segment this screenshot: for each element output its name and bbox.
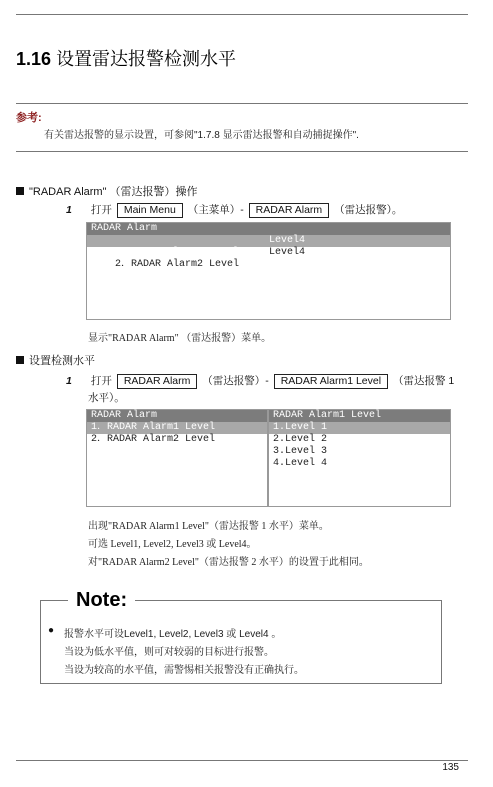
main-menu-key[interactable]: Main Menu xyxy=(117,203,183,218)
radar-alarm-menu xyxy=(86,222,451,320)
reference-heading: 参考: xyxy=(16,112,42,124)
note-line-1: 报警水平可设Level1, Level2, Level3 或 Level4 。 xyxy=(64,629,282,640)
section2-step-cont: 水平）。 xyxy=(88,392,125,404)
step-suffix: （雷达报警）。 xyxy=(334,204,403,216)
menu-item-alarm2[interactable]: 2．RADAR Alarm2 Level xyxy=(91,434,216,445)
menu-header: RADAR Alarm xyxy=(87,410,267,422)
square-bullet-icon xyxy=(16,356,24,364)
section1-step xyxy=(66,202,402,218)
section-number: 1.16 xyxy=(16,49,52,69)
step-prefix: 打开 xyxy=(90,375,112,387)
reference-text: 有关雷达报警的显示设置，可参阅"1.7.8 显示雷达报警和自动捕捉操作". xyxy=(44,130,359,141)
radar-alarm1-level-key[interactable]: RADAR Alarm1 Level xyxy=(274,374,388,389)
step-number: 1 xyxy=(66,375,72,387)
level-option-1[interactable]: 1.Level 1 xyxy=(269,422,450,434)
note-title: Note: xyxy=(68,589,135,612)
level-option-3[interactable]: 3.Level 3 xyxy=(273,446,328,457)
menu-header: RADAR Alarm1 Level xyxy=(269,410,450,422)
level-option-2[interactable]: 2.Level 2 xyxy=(273,434,328,445)
section2-heading xyxy=(16,352,95,368)
note-line-3: 当设为较高的水平值，需警惕相关报警没有正确执行。 xyxy=(64,665,304,676)
top-rule xyxy=(16,14,468,15)
section1-heading-text: "RADAR Alarm" （雷达报警）操作 xyxy=(29,186,198,198)
page-number: 135 xyxy=(442,762,459,773)
section2-line-3: 对"RADAR Alarm2 Level"（雷达报警 2 水平）的设置于此相同。 xyxy=(88,557,369,568)
radar-alarm-key[interactable]: RADAR Alarm xyxy=(117,374,198,389)
section2-line-2: 可选 Level1, Level2, Level3 或 Level4。 xyxy=(88,539,257,550)
step-number: 1 xyxy=(66,204,72,216)
step-prefix: 打开 xyxy=(90,204,112,216)
note-bullet-icon: ● xyxy=(48,625,55,636)
note-line-2: 当设为低水平值，则可对较弱的目标进行报警。 xyxy=(64,647,274,658)
menu-item-value: Level4 xyxy=(269,247,306,258)
section2-line-1: 出现"RADAR Alarm1 Level"（雷达报警 1 水平）菜单。 xyxy=(88,521,329,532)
reference-top-rule xyxy=(16,103,468,104)
section1-heading xyxy=(16,183,198,199)
step-mid: （主菜单）- xyxy=(187,204,244,216)
menu-item-label: 1．RADAR Alarm1 Level xyxy=(115,247,240,258)
square-bullet-icon xyxy=(16,187,24,195)
section-title-text: 设置雷达报警检测水平 xyxy=(56,49,237,69)
menu-item-alarm2[interactable] xyxy=(87,247,450,270)
level-option-4[interactable]: 4.Level 4 xyxy=(273,458,328,469)
menu-item-value: Level4 xyxy=(269,235,306,246)
page-title xyxy=(16,45,236,71)
step-mid: （雷达报警）- xyxy=(202,375,269,387)
menu-header: RADAR Alarm xyxy=(87,223,450,235)
section2-heading-text: 设置检测水平 xyxy=(29,355,95,367)
radar-alarm-menu-left xyxy=(86,409,268,507)
menu-item-label: 2．RADAR Alarm2 Level xyxy=(115,259,240,270)
footer-rule xyxy=(16,760,468,761)
menu-item-alarm1[interactable]: 1．RADAR Alarm1 Level xyxy=(87,422,267,434)
radar-alarm1-level-menu xyxy=(268,409,451,507)
reference-bottom-rule xyxy=(16,151,468,152)
menu-item-alarm1[interactable] xyxy=(87,235,450,258)
step-suffix: （雷达报警 1 xyxy=(393,375,455,387)
section2-step xyxy=(66,373,454,389)
section1-caption: 显示"RADAR Alarm" （雷达报警）菜单。 xyxy=(88,333,272,344)
radar-alarm-key[interactable]: RADAR Alarm xyxy=(249,203,330,218)
